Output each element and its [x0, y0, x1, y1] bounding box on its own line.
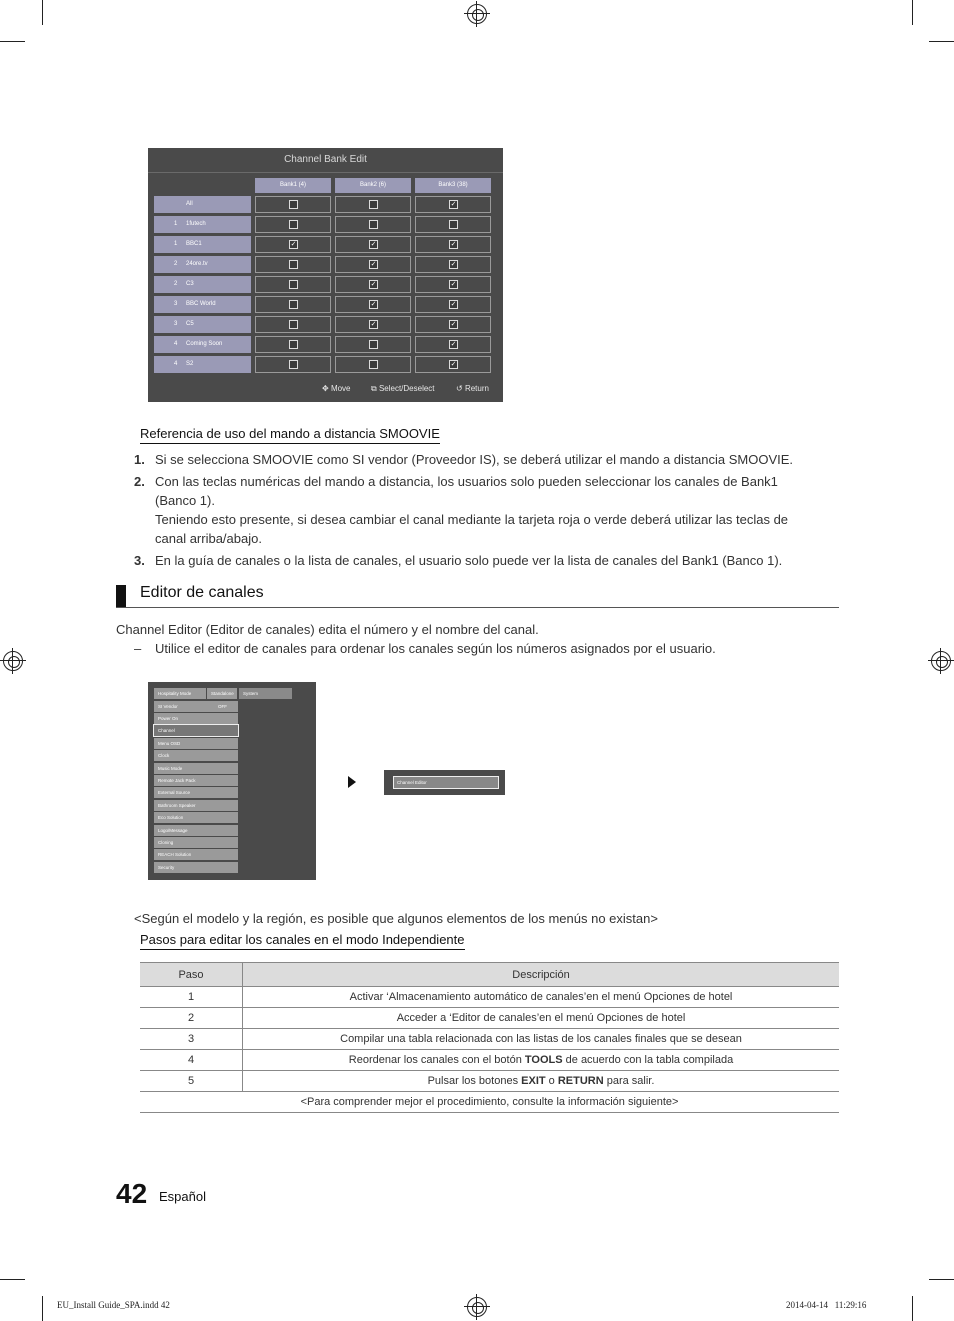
bank-cell[interactable] — [255, 356, 331, 373]
menu-item: SI Vendor OFF — [154, 701, 238, 712]
channel-row-label[interactable]: 1 BBC1 — [154, 236, 251, 253]
bank-cell[interactable] — [415, 276, 491, 293]
crop-mark — [929, 41, 954, 42]
checkbox-checked-icon[interactable]: ✓ — [450, 301, 457, 308]
menu-item[interactable]: Cloning — [154, 837, 238, 848]
list-item: Si se selecciona SMOOVIE como SI vendor (Proveedor IS), se deberá utilizar el mando a distancia SMOOVIE. — [155, 452, 794, 467]
crop-mark — [929, 1279, 954, 1280]
checkbox-checked-icon[interactable]: ✓ — [370, 241, 377, 248]
steps-table — [140, 962, 839, 1113]
menu-item[interactable]: Power On — [154, 713, 238, 724]
registration-mark-icon — [467, 1297, 487, 1317]
bank-cell[interactable] — [255, 316, 331, 333]
checkbox-unchecked-icon[interactable] — [289, 360, 298, 369]
checkbox-checked-icon[interactable]: ✓ — [450, 241, 457, 248]
checkbox-checked-icon[interactable]: ✓ — [290, 241, 297, 248]
crop-mark — [912, 0, 913, 25]
bank-cell[interactable] — [335, 196, 411, 213]
bank-cell[interactable] — [255, 216, 331, 233]
section-rule — [116, 607, 839, 608]
table-row: 1 Activar ‘Almacenamiento automático de canales’en el menú Opciones de hotel — [140, 987, 839, 1008]
smoovie-heading: Referencia de uso del mando a distancia SMOOVIE — [140, 426, 440, 444]
screen-title: Channel Bank Edit — [148, 148, 503, 173]
footer-move: ✥ Move — [322, 384, 351, 393]
menu-item[interactable]: Clock — [154, 750, 238, 761]
checkbox-unchecked-icon[interactable] — [289, 340, 298, 349]
menu-item[interactable]: Channel — [154, 725, 238, 736]
checkbox-unchecked-icon[interactable] — [369, 360, 378, 369]
crop-mark — [0, 41, 25, 42]
menu-item-channel-editor: Channel Editor — [393, 776, 499, 789]
checkbox-unchecked-icon[interactable] — [289, 260, 298, 269]
footer-select: ⧉ Select/Deselect — [371, 384, 435, 393]
system-menu-screen — [148, 682, 316, 880]
list-item: En la guía de canales o la lista de canales, el usuario solo puede ver la lista de canales del Bank1 (Banco 1). — [155, 553, 783, 568]
editor-dash: – — [134, 641, 142, 656]
bank-cell[interactable] — [255, 296, 331, 313]
bank-header: Bank3 (38) — [415, 178, 491, 193]
bank-cell[interactable] — [335, 356, 411, 373]
checkbox-checked-icon[interactable]: ✓ — [450, 321, 457, 328]
bank-cell[interactable] — [335, 336, 411, 353]
channel-row-label[interactable]: 4 Coming Soon — [154, 336, 251, 353]
bank-header: Bank2 (6) — [335, 178, 411, 193]
checkbox-unchecked-icon[interactable] — [289, 220, 298, 229]
smoovie-list: 1. Si se selecciona SMOOVIE como SI vendor (Proveedor IS), se deberá utilizar el mando a distancia SMOOVIE. 2. Con las teclas numéricas del mando a distancia, los usuarios solo pueden seleccionar los canales de Bank1 (Banco 1). Teniendo esto presente, si desea cambiar el canal mediante la tarjeta roja o verde deberá utilizar las teclas de canal arriba/abajo. 3. En la guía de canales o la lista de canales, el usuario solo puede ver la lista de canales del Bank1 (Banco 1). — [134, 450, 834, 570]
checkbox-unchecked-icon[interactable] — [449, 220, 458, 229]
section-marker — [116, 585, 126, 608]
bank-cell[interactable] — [415, 216, 491, 233]
menu-item[interactable]: REACH Solution — [154, 849, 238, 860]
menu-item[interactable]: Music Mode — [154, 763, 238, 774]
bank-cell[interactable] — [255, 236, 331, 253]
registration-mark-icon — [3, 651, 23, 671]
menu-item[interactable]: Remote Jack Pack — [154, 775, 238, 786]
menu-item[interactable]: External Source — [154, 787, 238, 798]
checkbox-unchecked-icon[interactable] — [369, 200, 378, 209]
col-description: Descripción — [243, 963, 840, 987]
bank-cell[interactable] — [255, 196, 331, 213]
bank-cell[interactable] — [255, 276, 331, 293]
page-language: Español — [159, 1189, 206, 1204]
table-row: 2 Acceder a ‘Editor de canales’en el menú Opciones de hotel — [140, 1008, 839, 1029]
bank-cell[interactable] — [255, 336, 331, 353]
bank-cell[interactable] — [335, 296, 411, 313]
bank-cell[interactable] — [335, 256, 411, 273]
bank-cell[interactable] — [415, 336, 491, 353]
menu-item: Standalone — [207, 688, 237, 699]
checkbox-checked-icon[interactable]: ✓ — [370, 321, 377, 328]
submenu-screen — [384, 770, 505, 795]
list-item: Con las teclas numéricas del mando a distancia, los usuarios solo pueden seleccionar los canales de Bank1 — [155, 474, 778, 489]
checkbox-unchecked-icon[interactable] — [289, 280, 298, 289]
bank-cell[interactable] — [255, 256, 331, 273]
bank-cell[interactable] — [415, 236, 491, 253]
checkbox-unchecked-icon[interactable] — [289, 320, 298, 329]
crop-mark — [42, 1296, 43, 1321]
menu-item[interactable]: Bathroom Speaker — [154, 800, 238, 811]
checkbox-checked-icon[interactable]: ✓ — [450, 261, 457, 268]
note: <Según el modelo y la región, es posible que algunos elementos de los menús no existan> — [134, 911, 658, 926]
bank-cell[interactable] — [415, 296, 491, 313]
bank-cell[interactable] — [415, 316, 491, 333]
channel-row-label[interactable]: 4 S2 — [154, 356, 251, 373]
checkbox-checked-icon[interactable]: ✓ — [370, 261, 377, 268]
bank-cell[interactable] — [415, 196, 491, 213]
bank-cell[interactable] — [415, 356, 491, 373]
footer-return: ↺ Return — [456, 384, 489, 393]
slug-file: EU_Install Guide_SPA.indd 42 — [57, 1300, 170, 1310]
channel-row-label[interactable]: 3 BBC World — [154, 296, 251, 313]
channel-row-label[interactable]: All — [154, 196, 251, 213]
crop-mark — [912, 1296, 913, 1321]
checkbox-checked-icon[interactable]: ✓ — [370, 301, 377, 308]
registration-mark-icon — [467, 4, 487, 24]
channel-row-label[interactable]: 2 C3 — [154, 276, 251, 293]
menu-tab-system: System — [239, 688, 292, 699]
checkbox-checked-icon[interactable]: ✓ — [450, 281, 457, 288]
checkbox-checked-icon[interactable]: ✓ — [450, 361, 457, 368]
editor-bullet: Utilice el editor de canales para ordenar los canales según los números asignados por el usuario. — [155, 641, 716, 656]
arrow-right-icon — [348, 776, 356, 788]
channel-row-label[interactable]: 2 24ore.tv — [154, 256, 251, 273]
checkbox-unchecked-icon[interactable] — [289, 300, 298, 309]
crop-mark — [42, 0, 43, 25]
channel-bank-edit-screen — [148, 148, 503, 402]
section-title: Editor de canales — [140, 584, 264, 601]
table-row: 5 Pulsar los botones EXIT o RETURN para salir. — [140, 1071, 839, 1092]
checkbox-unchecked-icon[interactable] — [289, 200, 298, 209]
checkbox-checked-icon[interactable]: ✓ — [370, 281, 377, 288]
menu-item: Hospitality Mode — [154, 688, 206, 699]
channel-row-label[interactable]: 3 C5 — [154, 316, 251, 333]
menu-item[interactable]: Logo/Message — [154, 825, 238, 836]
menu-item[interactable]: Security — [154, 862, 238, 873]
checkbox-checked-icon[interactable]: ✓ — [450, 201, 457, 208]
registration-mark-icon — [931, 651, 951, 671]
table-row: 4 Reordenar los canales con el botón TOOLS de acuerdo con la tabla compilada — [140, 1050, 839, 1071]
col-step: Paso — [140, 963, 243, 987]
checkbox-unchecked-icon[interactable] — [369, 220, 378, 229]
slug-date: 2014-04-14 11:29:16 — [786, 1300, 867, 1310]
page-number: 42 — [116, 1178, 148, 1209]
steps-heading: Pasos para editar los canales en el modo Independiente — [140, 932, 465, 950]
bank-cell[interactable] — [335, 216, 411, 233]
table-row: 3 Compilar una tabla relacionada con las listas de los canales finales que se desean — [140, 1029, 839, 1050]
checkbox-unchecked-icon[interactable] — [369, 340, 378, 349]
bank-cell[interactable] — [335, 276, 411, 293]
menu-item[interactable]: Eco Solution — [154, 812, 238, 823]
bank-header: Bank1 (4) — [255, 178, 331, 193]
menu-item[interactable]: Menu OSD — [154, 738, 238, 749]
bank-cell[interactable] — [335, 316, 411, 333]
table-footer-row: <Para comprender mejor el procedimiento, consulte la información siguiente> — [140, 1092, 839, 1113]
checkbox-checked-icon[interactable]: ✓ — [450, 341, 457, 348]
channel-row-label[interactable]: 1 1futech — [154, 216, 251, 233]
crop-mark — [0, 1279, 25, 1280]
bank-cell[interactable] — [415, 256, 491, 273]
editor-intro: Channel Editor (Editor de canales) edita el número y el nombre del canal. — [116, 622, 539, 637]
bank-cell[interactable] — [335, 236, 411, 253]
